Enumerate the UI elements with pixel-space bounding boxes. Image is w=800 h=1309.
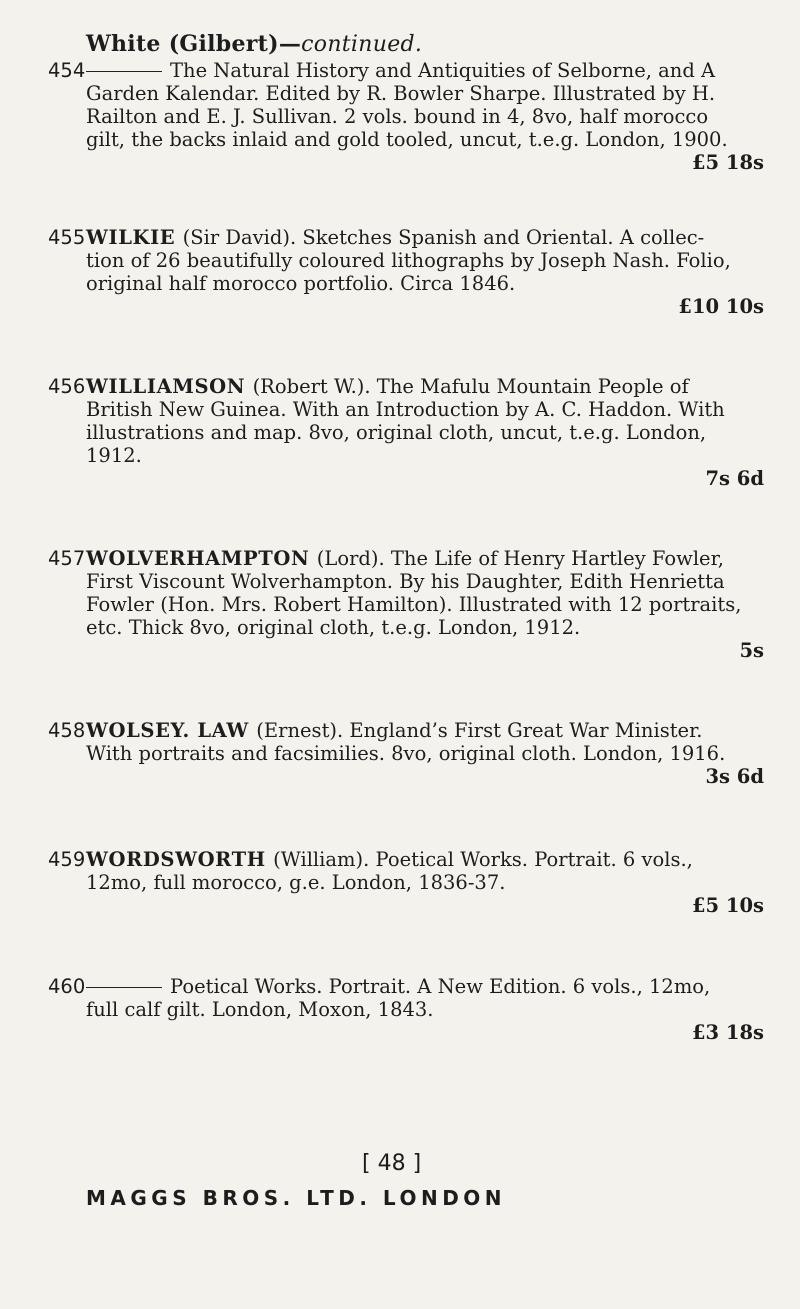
entry-line — [86, 421, 764, 444]
lot-price: £5 10s — [691, 894, 764, 917]
entry-first-line — [48, 226, 764, 249]
lot-price: £3 18s — [691, 1021, 764, 1044]
entry-line — [86, 82, 764, 105]
entry-line — [86, 105, 764, 128]
entry-first-line — [48, 547, 764, 570]
lot-number: 457 — [48, 547, 86, 570]
entry-text: Poetical Works. Portrait. A New Edition. 6 vols., 12mo, — [170, 975, 711, 998]
entry-line — [86, 998, 764, 1021]
entry-text: First Viscount Wolverhampton. By his Daughter, Edith Henrietta — [86, 570, 725, 593]
lot-price: 5s — [739, 639, 764, 662]
entry-first-line — [48, 719, 764, 742]
entry-text: (Robert W.). The Mafulu Mountain People of — [252, 375, 689, 398]
ditto-rule — [86, 71, 162, 72]
entry-text: With portraits and facsimilies. 8vo, original cloth. London, 1916. — [86, 742, 726, 765]
entry-text: illustrations and map. 8vo, original cloth, uncut, t.e.g. London, — [86, 421, 707, 444]
entry-text: gilt, the backs inlaid and gold tooled, uncut, t.e.g. London, 1900. — [86, 128, 728, 151]
entry-line — [86, 128, 764, 151]
entry-text: 12mo, full morocco, g.e. London, 1836-37. — [86, 871, 506, 894]
entry-text: Railton and E. J. Sullivan. 2 vols. bound in 4, 8vo, half morocco — [86, 105, 709, 128]
entry-text: etc. Thick 8vo, original cloth, t.e.g. London, 1912. — [86, 616, 581, 639]
entry-line — [86, 570, 764, 593]
running-head-paren: (Gilbert) — [168, 31, 279, 57]
entry-first-line — [48, 375, 764, 398]
author-name: WILKIE — [86, 226, 183, 249]
entry-line — [86, 249, 764, 272]
entry-line — [86, 616, 764, 639]
entry-line — [86, 272, 764, 295]
catalogue-entry — [48, 719, 764, 788]
publisher-imprint: MAGGS BROS. LTD. LONDON — [86, 1186, 507, 1210]
lot-price: 7s 6d — [705, 467, 764, 490]
entries-list — [48, 59, 764, 1044]
catalogue-entry — [48, 226, 764, 318]
catalogue-entry — [48, 59, 764, 174]
entry-text: (Sir David). Sketches Spanish and Oriental. A collec- — [182, 226, 705, 249]
lot-number: 456 — [48, 375, 86, 398]
entry-line — [86, 398, 764, 421]
entry-line — [86, 593, 764, 616]
author-name: WORDSWORTH — [86, 848, 274, 871]
lot-number: 455 — [48, 226, 86, 249]
running-head-name: White — [86, 31, 161, 57]
lot-number: 460 — [48, 975, 86, 998]
lot-price: 3s 6d — [705, 765, 764, 788]
entry-first-line — [48, 59, 764, 82]
catalogue-entry — [48, 848, 764, 917]
author-name: WILLIAMSON — [86, 375, 253, 398]
entry-text: (Lord). The Life of Henry Hartley Fowler, — [316, 547, 724, 570]
lot-number: 454 — [48, 59, 86, 82]
entry-text: British New Guinea. With an Introduction by A. C. Haddon. With — [86, 398, 725, 421]
lot-number: 458 — [48, 719, 86, 742]
catalogue-entry — [48, 547, 764, 662]
entry-first-line — [48, 848, 764, 871]
catalogue-entry — [48, 375, 764, 490]
lot-price: £10 10s — [678, 295, 764, 318]
entry-line — [86, 742, 764, 765]
author-name: WOLVERHAMPTON — [86, 547, 317, 570]
catalogue-entry — [48, 975, 764, 1044]
entry-text: (Ernest). England’s First Great War Minister. — [256, 719, 703, 742]
entry-text: full calf gilt. London, Moxon, 1843. — [86, 998, 434, 1021]
entry-first-line — [48, 975, 764, 998]
catalogue-page — [48, 30, 764, 1044]
entry-text: original half morocco portfolio. Circa 1846. — [86, 272, 516, 295]
lot-price: £5 18s — [691, 151, 764, 174]
entry-text: tion of 26 beautifully coloured lithographs by Joseph Nash. Folio, — [86, 249, 731, 272]
entry-text: 1912. — [86, 444, 142, 467]
entry-text: Garden Kalendar. Edited by R. Bowler Sharpe. Illustrated by H. — [86, 82, 716, 105]
running-head-continued: continued. — [301, 32, 423, 57]
running-head — [86, 30, 764, 59]
entry-line — [86, 444, 764, 467]
running-head-dash: — — [278, 31, 302, 57]
entry-line — [86, 871, 764, 894]
entry-text: The Natural History and Antiquities of Selborne, and A — [170, 59, 716, 82]
author-name: WOLSEY. LAW — [86, 719, 257, 742]
page-number: [ 48 ] — [362, 1151, 422, 1176]
lot-number: 459 — [48, 848, 86, 871]
entry-text: (William). Poetical Works. Portrait. 6 vols., — [273, 848, 693, 871]
entry-text: Fowler (Hon. Mrs. Robert Hamilton). Illustrated with 12 portraits, — [86, 593, 742, 616]
ditto-rule — [86, 987, 162, 988]
